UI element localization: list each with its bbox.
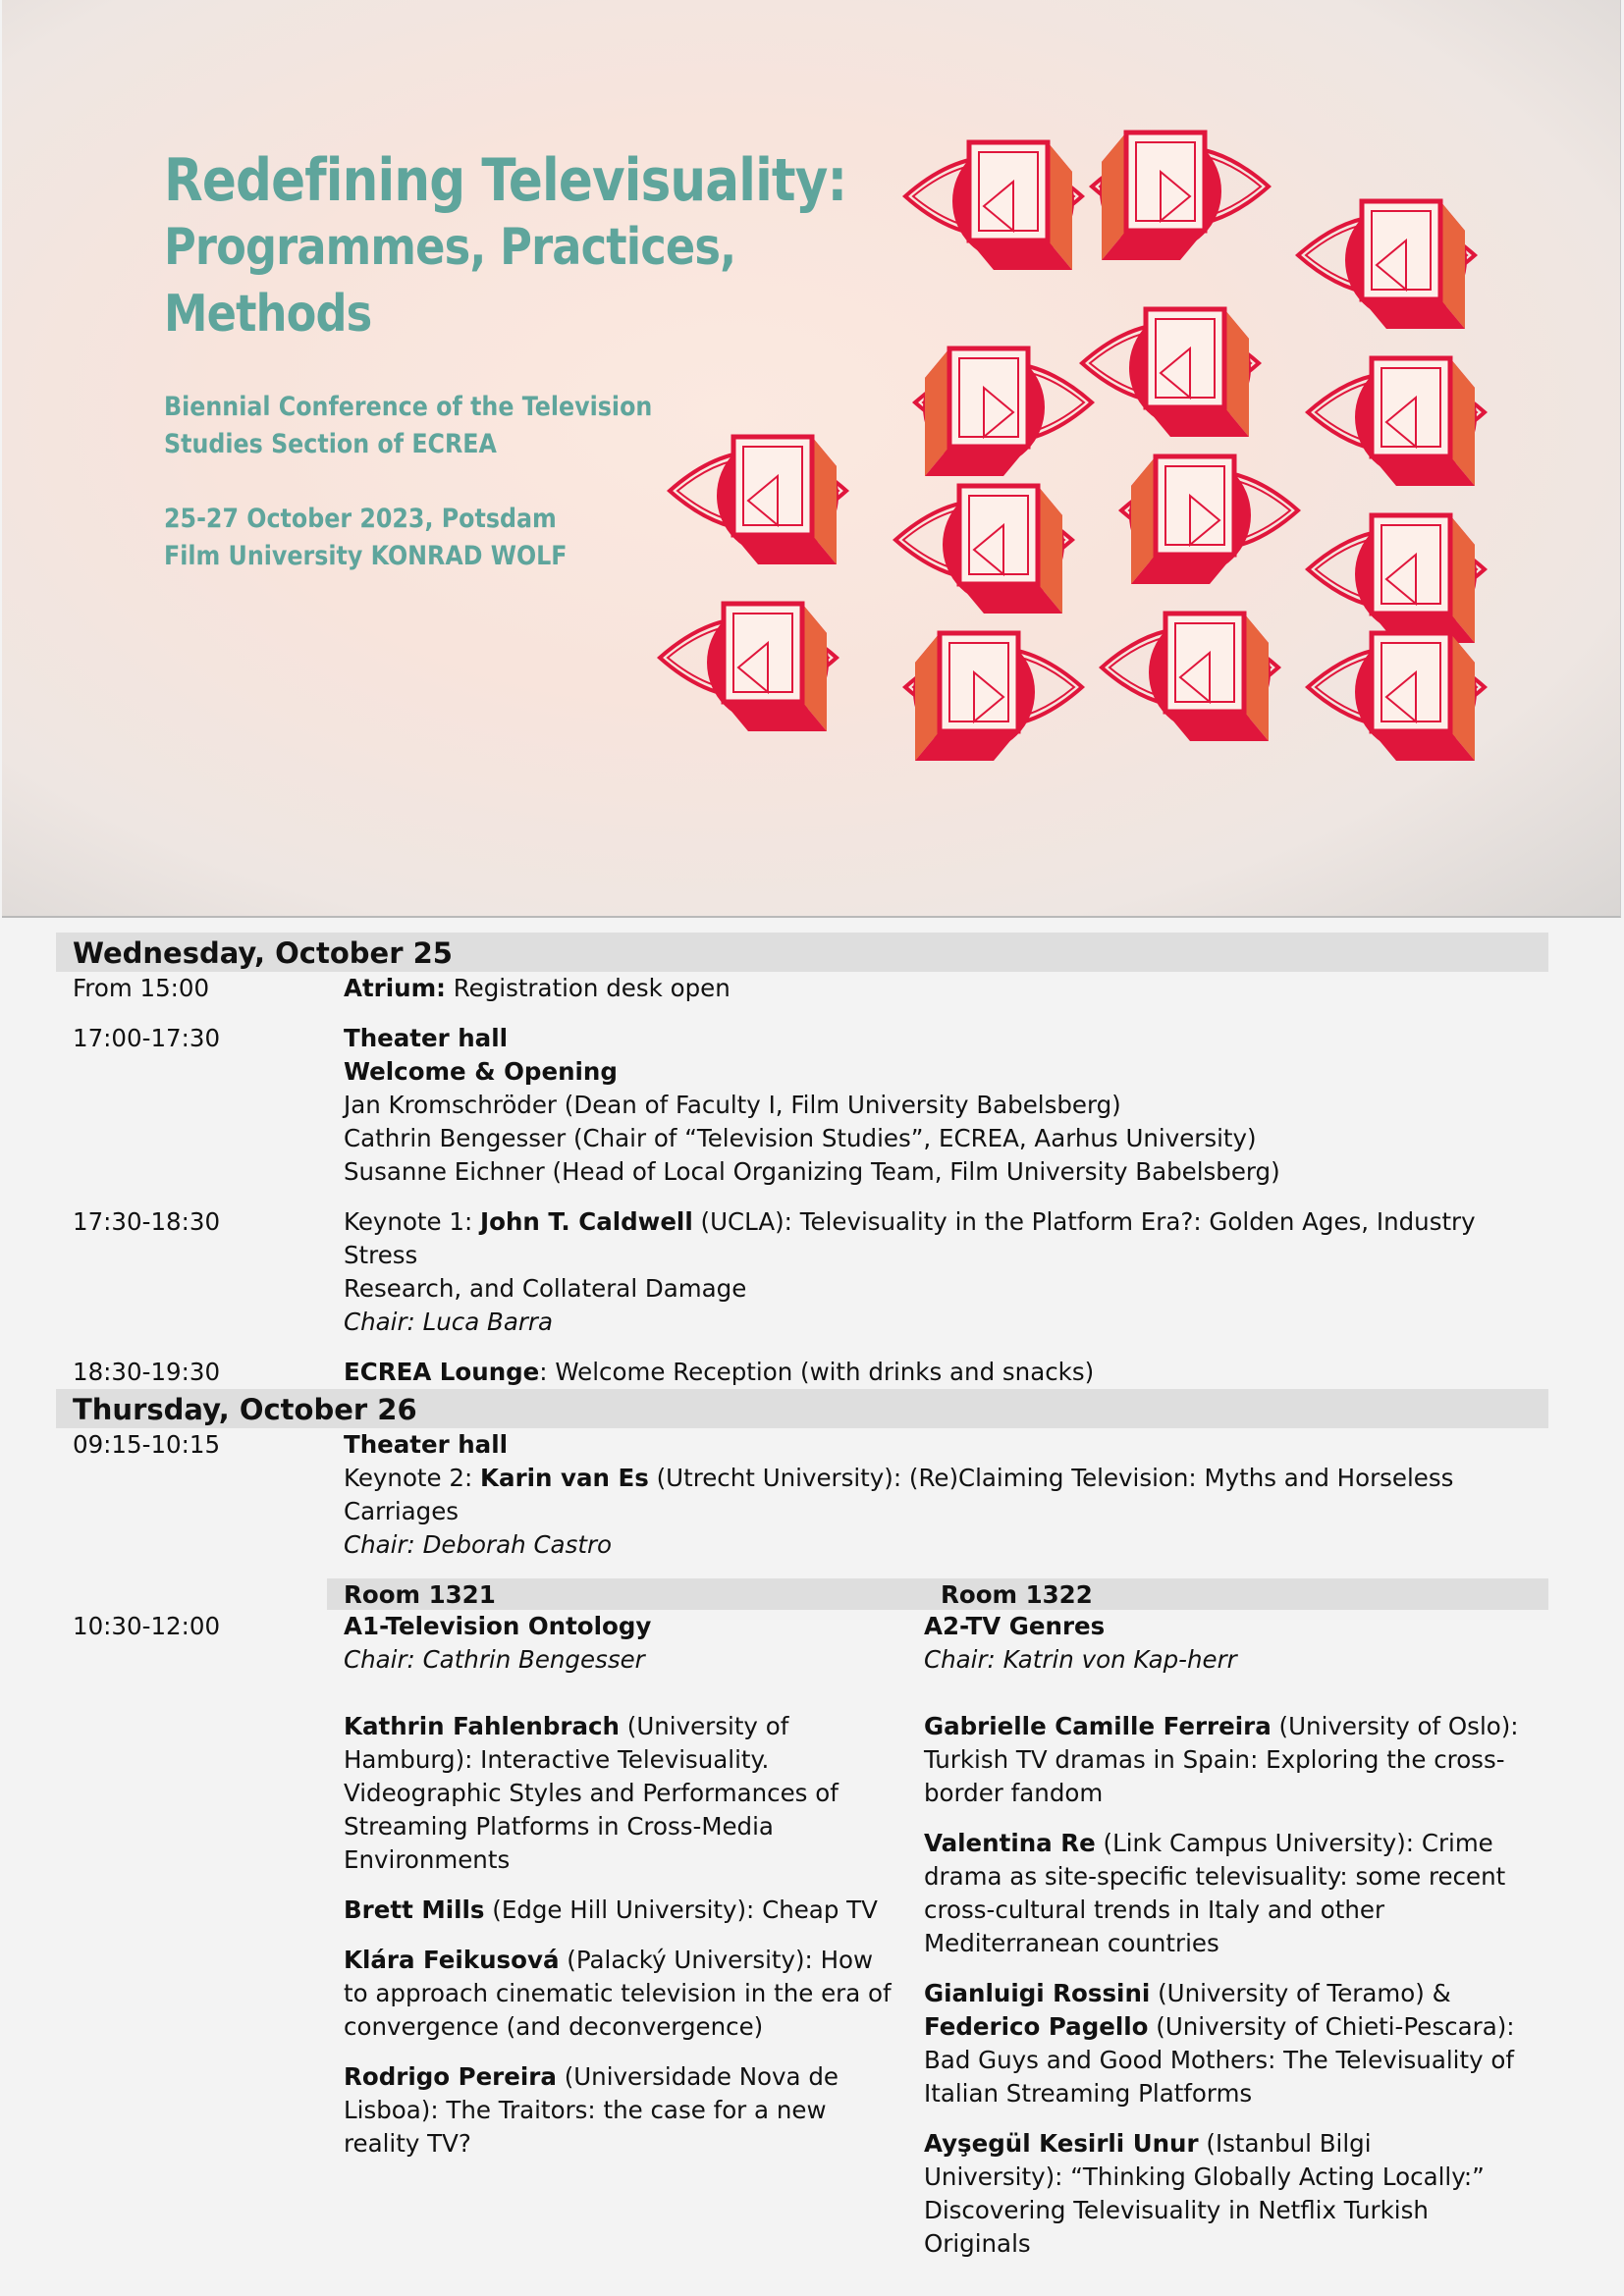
- keynote-speaker: Karin van Es: [480, 1464, 649, 1492]
- schedule-row: [56, 1205, 1548, 1339]
- talk-title: (Link Campus University): Crime drama as site-specific televisuality: some recent cross-cultural trends in Italy and other Mediterranean countries: [924, 1829, 1506, 1957]
- talk-title: (Universidade Nova de Lisboa): The Traitors: the case for a new reality TV?: [344, 2062, 839, 2158]
- keynote-prefix: Keynote 1:: [344, 1207, 481, 1236]
- keynote-title: (Utrecht University): (Re)Claiming Television: Myths and Horseless Carriages: [344, 1464, 1454, 1525]
- event-text: : Welcome Reception (with drinks and snacks): [539, 1358, 1095, 1386]
- programme-schedule: [56, 933, 1548, 2261]
- keynote-title: (UCLA): Televisuality in the Platform Era?: Golden Ages, Industry Stress: [344, 1207, 1476, 1269]
- schedule-row: [56, 1356, 1548, 1389]
- chair-line: Chair: Luca Barra: [344, 1308, 553, 1336]
- speaker-line: Susanne Eichner (Head of Local Organizing Team, Film University Babelsberg): [344, 1157, 1280, 1186]
- parallel-sessions: [344, 1610, 1543, 2261]
- keynote-prefix: Keynote 2:: [344, 1464, 481, 1492]
- room-label: Room 1322: [941, 1580, 1093, 1609]
- banner-subtitle-line1: Biennial Conference of the Television: [164, 392, 653, 422]
- talk-speaker: Kathrin Fahlenbrach: [344, 1712, 620, 1740]
- talk-title: (Palacký University): How to approach cinematic television in the era of convergence (and deconvergence): [344, 1946, 892, 2041]
- time-slot: From 15:00: [73, 974, 210, 1002]
- talk-speaker: Gabrielle Camille Ferreira: [924, 1712, 1272, 1740]
- talk-speaker: Brett Mills: [344, 1896, 485, 1924]
- time-slot: 10:30-12:00: [73, 1612, 221, 1640]
- talk-entry: [344, 1944, 893, 2044]
- speaker-line: Cathrin Bengesser (Chair of “Television Studies”, ECREA, Aarhus University): [344, 1124, 1257, 1152]
- panel-a1: [344, 1610, 924, 2261]
- time-slot: 09:15-10:15: [73, 1430, 221, 1459]
- talk-entry: [344, 2060, 903, 2161]
- panel-title: A2-TV Genres: [924, 1612, 1106, 1640]
- talk-title: (Edge Hill University): Cheap TV: [484, 1896, 878, 1924]
- panel-a2: [924, 1610, 1543, 2261]
- venue-label: Atrium:: [344, 974, 446, 1002]
- talk-entry: [344, 1710, 903, 1877]
- talk-title: (University of Hamburg): Interactive Televisuality. Videographic Styles and Performances of Streaming Platforms in Cross-Media Environments: [344, 1712, 839, 1874]
- chair-line: Chair: Katrin von Kap-herr: [924, 1645, 1237, 1674]
- talk-speaker: Klára Feikusová: [344, 1946, 560, 1974]
- talk-speaker-2: Federico Pagello: [924, 2012, 1149, 2041]
- banner-date: 25-27 October 2023, Potsdam: [164, 504, 557, 534]
- session-row: [56, 1610, 1548, 2261]
- talk-title: (Istanbul Bilgi University): “Thinking Globally Acting Locally:” Discovering Televisuality in Netflix Turkish Originals: [924, 2129, 1485, 2258]
- talk-speaker: Rodrigo Pereira: [344, 2062, 557, 2091]
- room-label: Room 1321: [344, 1580, 496, 1609]
- talk-entry: [924, 1827, 1543, 1960]
- event-title: Welcome & Opening: [344, 1057, 618, 1086]
- talk-speaker: Ayşegül Kesirli Unur: [924, 2129, 1199, 2158]
- banner-title-line3: Methods: [164, 285, 372, 344]
- schedule-row: [56, 1428, 1548, 1562]
- time-slot: 17:30-18:30: [73, 1207, 221, 1236]
- chair-line: Chair: Cathrin Bengesser: [344, 1645, 645, 1674]
- banner-subtitle-line2: Studies Section of ECREA: [164, 429, 497, 459]
- room-header: [327, 1578, 1548, 1610]
- talk-speaker: Valentina Re: [924, 1829, 1096, 1857]
- banner-title: Redefining Televisuality:: [164, 146, 847, 215]
- day-heading-wednesday: Wednesday, October 25: [56, 933, 1548, 972]
- banner-title-line2: Programmes, Practices,: [164, 218, 736, 277]
- venue-label: ECREA Lounge: [344, 1358, 540, 1386]
- keynote-speaker: John T. Caldwell: [480, 1207, 693, 1236]
- banner-venue: Film University KONRAD WOLF: [164, 541, 568, 571]
- schedule-row: [56, 1022, 1548, 1189]
- talk-title: (University of Chieti-Pescara): Bad Guys and Good Mothers: The Televisuality of Italian Streaming Platforms: [924, 2012, 1515, 2108]
- time-slot: 18:30-19:30: [73, 1358, 221, 1386]
- schedule-row: [56, 972, 1548, 1005]
- conference-banner: [2, 0, 1621, 918]
- keynote-title-cont: Research, and Collateral Damage: [344, 1274, 747, 1303]
- day-heading-thursday: Thursday, October 26: [56, 1389, 1548, 1428]
- chair-line: Chair: Deborah Castro: [344, 1530, 613, 1559]
- talk-entry: [924, 2127, 1513, 2261]
- talk-affiliation: (University of Teramo) &: [1150, 1979, 1451, 2007]
- venue-label: Theater hall: [344, 1024, 509, 1052]
- talk-entry: [344, 1894, 903, 1927]
- venue-label: Theater hall: [344, 1430, 509, 1459]
- talk-title: (University of Oslo): Turkish TV dramas in Spain: Exploring the cross-border fandom: [924, 1712, 1519, 1807]
- panel-title: A1-Television Ontology: [344, 1612, 652, 1640]
- time-slot: 17:00-17:30: [73, 1024, 221, 1052]
- talk-entry: [924, 1977, 1538, 2110]
- speaker-line: Jan Kromschröder (Dean of Faculty I, Film University Babelsberg): [344, 1091, 1121, 1119]
- eye-box-illustration: [640, 118, 1524, 785]
- talk-entry: [924, 1710, 1538, 1810]
- event-text: Registration desk open: [445, 974, 731, 1002]
- talk-speaker: Gianluigi Rossini: [924, 1979, 1151, 2007]
